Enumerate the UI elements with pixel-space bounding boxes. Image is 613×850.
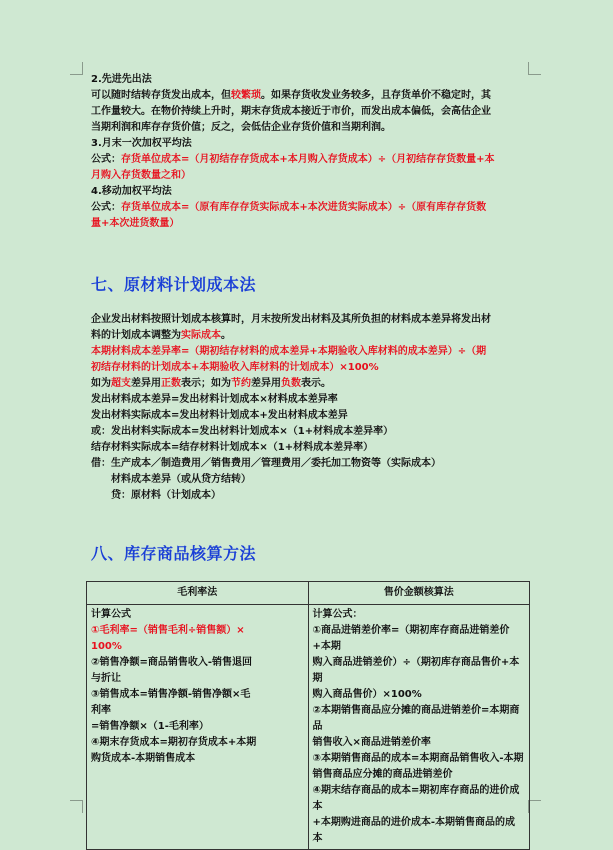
formula-label: 公式： — [91, 154, 121, 165]
moving-weighted-title: 4.移动加权平均法 — [91, 186, 172, 197]
note-saving: 节约 — [231, 378, 251, 389]
actual-cost-highlight: 实际成本 — [181, 330, 221, 341]
planned-cost-section — [91, 312, 525, 504]
monthly-weighted-formula-cont: 月购入存货数量之和） — [91, 170, 191, 181]
cell-line: 计算公式 — [91, 609, 131, 620]
variance-sign-note — [91, 376, 525, 392]
inventory-methods-section — [91, 72, 525, 232]
cell-line: 利率 — [91, 705, 111, 716]
cell-line: ③本期销售商品的成本=本期商品销售收入-本期 — [312, 753, 524, 764]
fifo-text-b: 。如果存货收发业务较多，且存货单价不稳定时，其 — [261, 90, 491, 101]
cell-line: ①商品进销差价率=（期初库存商品进销差价+本期 — [312, 625, 510, 652]
cell-line: 购入商品售价）×100% — [312, 689, 422, 700]
cell-line: =销售净额×（1-毛利率） — [91, 721, 209, 732]
planned-cost-text-2 — [91, 328, 525, 344]
gross-margin-cell — [87, 605, 309, 850]
note-i: 表示。 — [301, 378, 331, 389]
crop-mark-top-left — [70, 62, 83, 75]
cell-line: ①毛利率=（销售毛利÷销售额）× — [91, 625, 245, 636]
note-e: 表示；如为 — [181, 378, 231, 389]
cell-line: 计算公式： — [312, 609, 363, 620]
note-a: 如为 — [91, 378, 111, 389]
note-positive: 正数 — [161, 378, 181, 389]
cell-line: 销售商品应分摊的商品进销差价 — [312, 769, 453, 780]
section-heading-7: 七、原材料计划成本法 — [91, 275, 257, 294]
cell-line: ③销售成本=销售净额-销售净额×毛 — [91, 689, 251, 700]
note-g: 差异用 — [251, 378, 281, 389]
note-negative: 负数 — [281, 378, 301, 389]
variance-rate-formula: 本期材料成本差异率=（期初结存材料的成本差异+本期验收入库材料的成本差异）÷（期 — [91, 346, 487, 357]
issued-actual-formula: 发出材料实际成本=发出材料计划成本+发出材料成本差异 — [91, 410, 348, 421]
moving-weighted-formula-cont: 量+本次进货数量） — [91, 218, 180, 229]
fifo-highlight: 较繁琐 — [231, 90, 261, 101]
formula-red-1: 存货单位成本=（月初结存存货成本+本月购入存货成本）÷（月初结存存货数量+本 — [121, 154, 495, 165]
cell-line: 与折让 — [91, 673, 121, 684]
cell-line: 销售收入×商品进销差价率 — [312, 737, 431, 748]
crop-mark-top-right — [528, 62, 541, 75]
cell-line: ④期末结存商品的成本=期初库存商品的进价成本 — [312, 785, 520, 812]
journal-variance: 材料成本差异（或从贷方结转） — [111, 474, 251, 485]
inventory-comparison-table — [86, 581, 530, 850]
table-row — [87, 605, 530, 850]
monthly-weighted-formula — [91, 152, 525, 168]
text-b: 。 — [221, 330, 231, 341]
fifo-text-1 — [91, 88, 525, 104]
text-a: 料的计划成本调整为 — [91, 330, 181, 341]
journal-credit: 贷：原材料（计划成本） — [111, 490, 221, 501]
ending-actual-formula: 结存材料实际成本=结存材料计划成本×（1+材料成本差异率） — [91, 442, 374, 453]
crop-mark-bottom-left — [70, 800, 83, 813]
monthly-weighted-title: 3.月末一次加权平均法 — [91, 138, 192, 149]
cell-line: 购入商品进销差价）÷（期初库存商品售价+本期 — [312, 657, 520, 684]
moving-weighted-formula — [91, 200, 525, 216]
formula-red-2: 存货单位成本=（原有库存存货实际成本+本次进货实际成本）÷（原有库存存货数 — [121, 202, 487, 213]
retail-price-cell — [308, 605, 530, 850]
fifo-title: 2.先进先出法 — [91, 74, 152, 85]
variance-rate-formula-cont: 初结存材料的计划成本+本期验收入库材料的计划成本）×100% — [91, 362, 379, 373]
journal-debit: 借：生产成本／制造费用／销售费用／管理费用／委托加工物资等（实际成本） — [91, 458, 441, 469]
cell-line: +本期购进商品的进价成本-本期销售商品的成本 — [312, 817, 516, 844]
formula-label: 公式： — [91, 202, 121, 213]
note-c: 差异用 — [131, 378, 161, 389]
cell-line: 100% — [91, 641, 122, 652]
fifo-text-2: 工作量较大。在物价持续上升时，期末存货成本接近于市价，而发出成本偏低，会高估企业 — [91, 106, 491, 117]
cell-line: ②本期销售商品应分摊的商品进销差价=本期商品 — [312, 705, 520, 732]
cell-line: ④期末存货成本=期初存货成本+本期 — [91, 737, 257, 748]
cell-line: ②销售净额=商品销售收入-销售退回 — [91, 657, 252, 668]
issued-variance-formula: 发出材料成本差异=发出材料计划成本×材料成本差异率 — [91, 394, 338, 405]
header-gross-margin: 毛利率法 — [87, 582, 309, 605]
table-header-row — [87, 582, 530, 605]
fifo-text-a: 可以随时结转存货发出成本，但 — [91, 90, 231, 101]
issued-actual-formula-alt: 或：发出材料实际成本=发出材料计划成本×（1+材料成本差异率） — [91, 426, 394, 437]
fifo-text-3: 当期利润和库存存货价值；反之，会低估企业存货价值和当期利润。 — [91, 122, 391, 133]
note-overspend: 超支 — [111, 378, 131, 389]
header-retail-price: 售价金额核算法 — [308, 582, 530, 605]
cell-line: 购货成本-本期销售成本 — [91, 753, 196, 764]
planned-cost-text-1: 企业发出材料按照计划成本核算时，月末按所发出材料及其所负担的材料成本差异将发出材 — [91, 314, 491, 325]
section-heading-8: 八、库存商品核算方法 — [91, 544, 257, 563]
